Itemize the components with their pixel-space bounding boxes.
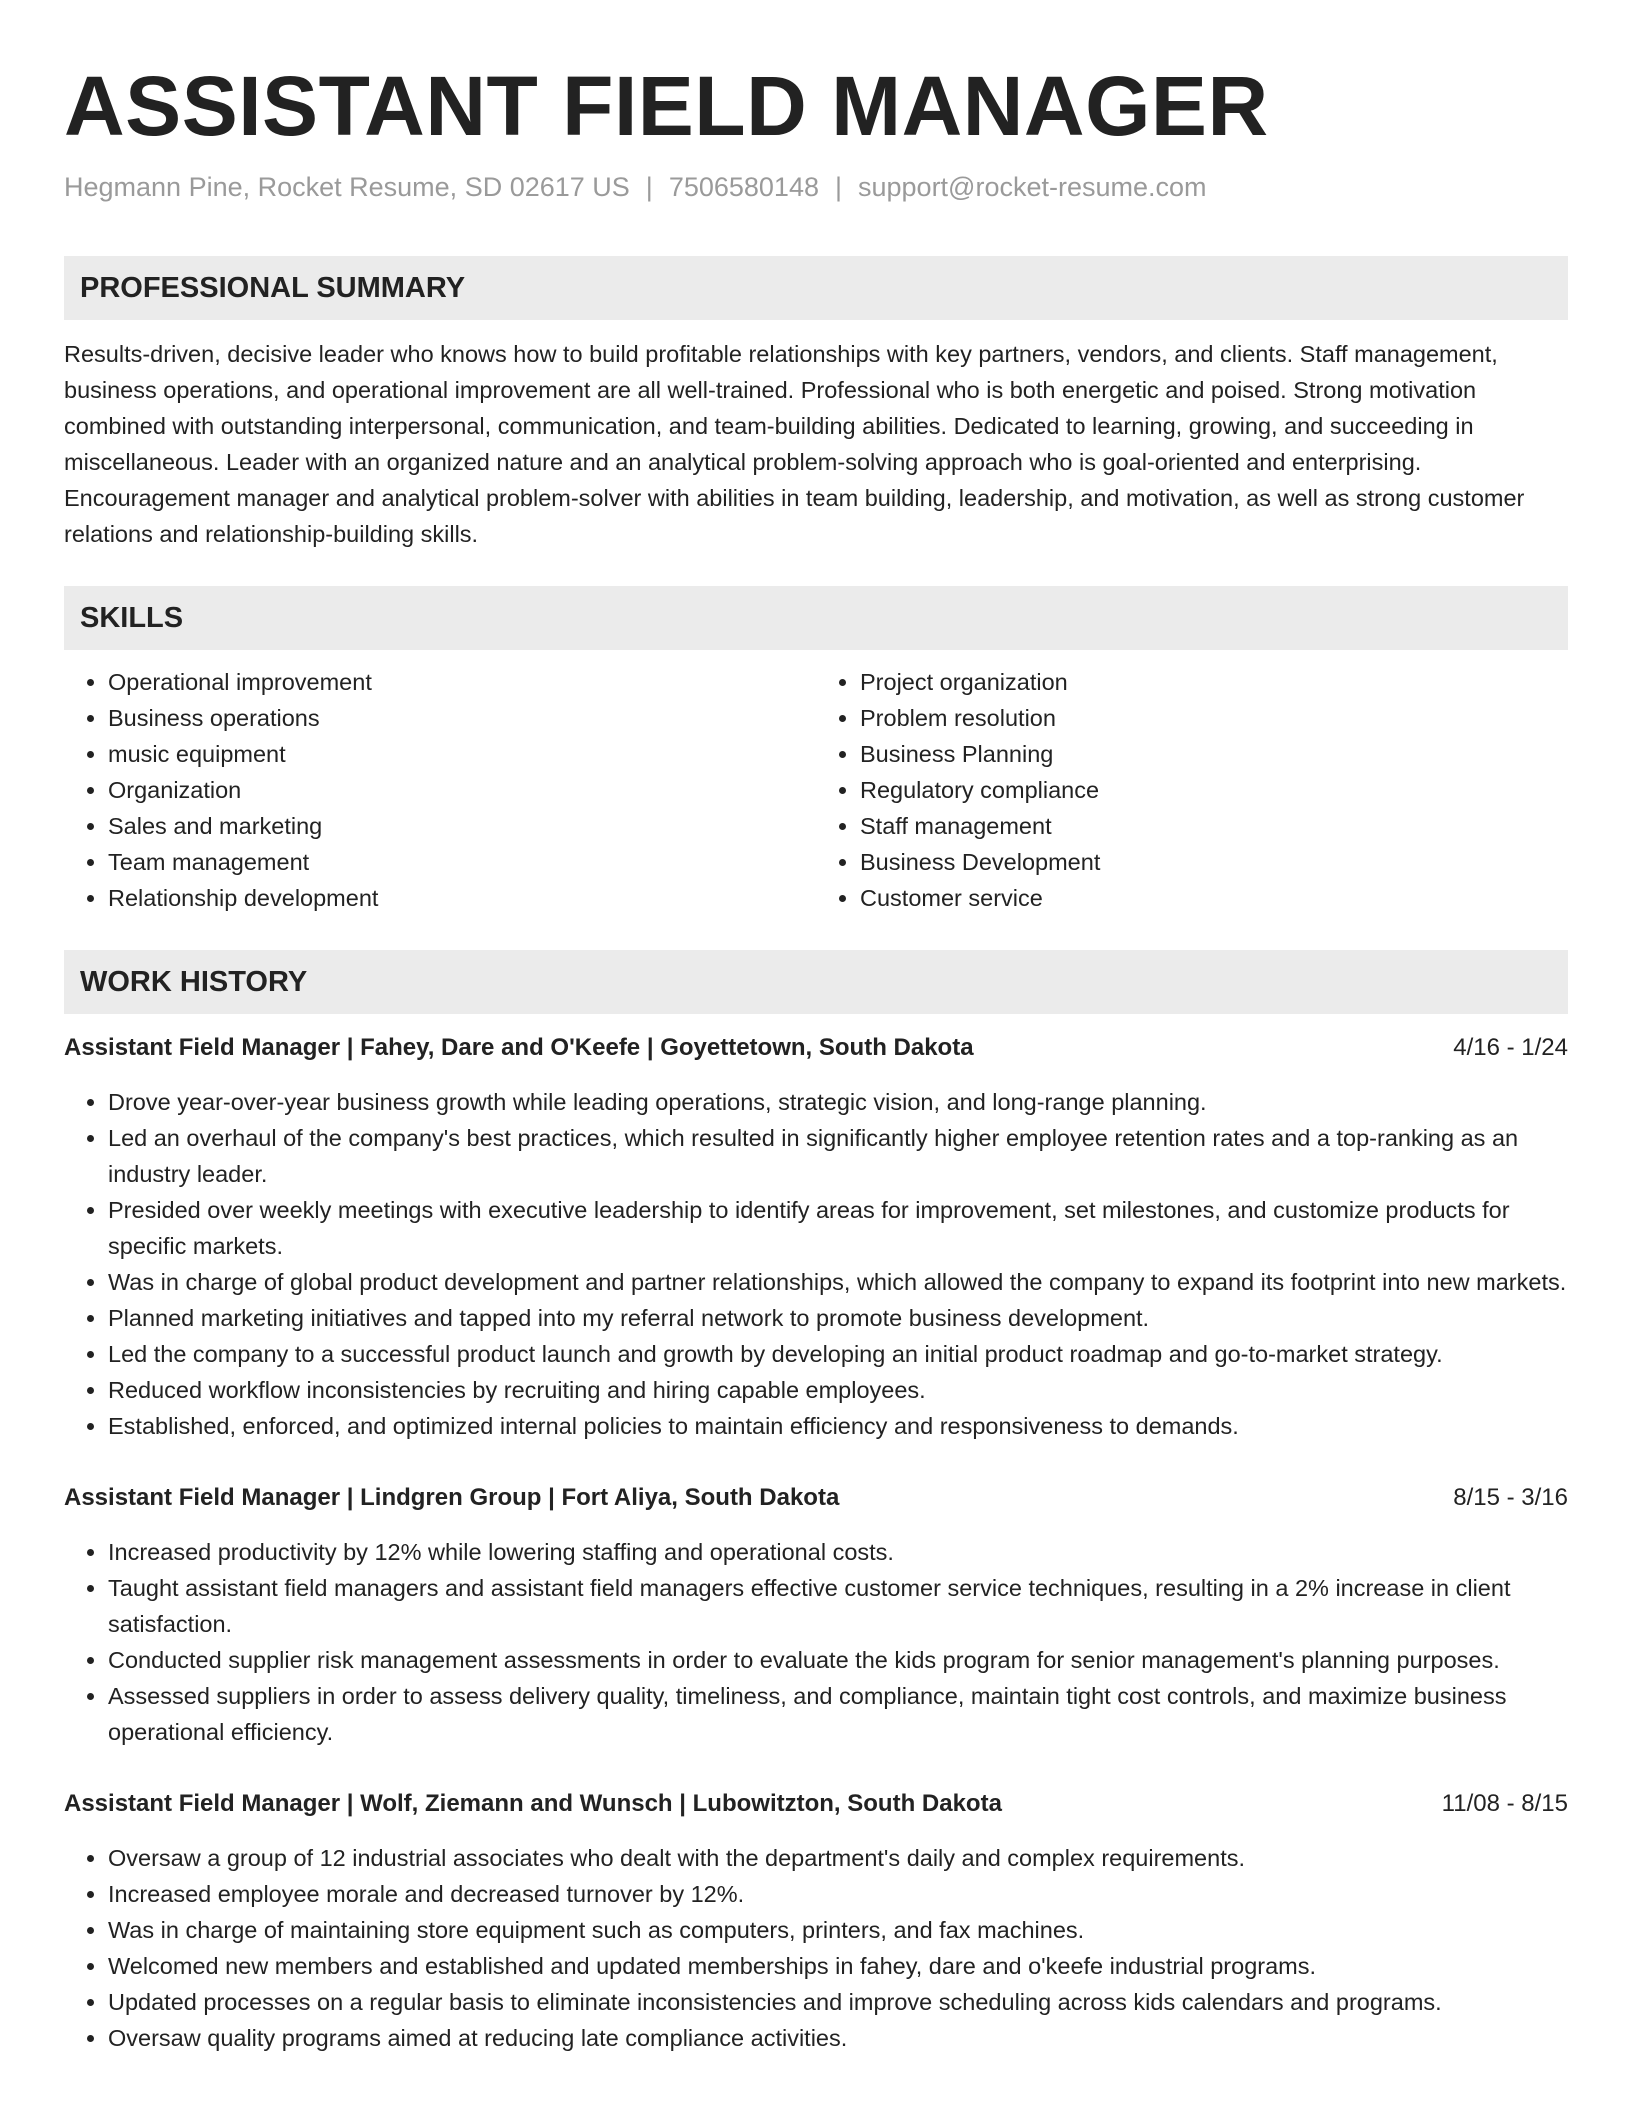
job-bullet: • Reduced workflow inconsistencies by recruiting and hiring capable employees.: [108, 1372, 1568, 1408]
job-bullet: • Led an overhaul of the company's best practices, which resulted in significantly higher employee retention rates and a top-ranking as an industry leader.: [108, 1120, 1568, 1192]
resume-name: ASSISTANT FIELD MANAGER: [64, 59, 1269, 153]
job-bullet: • Increased employee morale and decreased turnover by 12%.: [108, 1876, 1568, 1912]
skills-list: [64, 664, 1568, 916]
job-header: [64, 1786, 1568, 1822]
job-bullet: • Increased productivity by 12% while lowering staffing and operational costs.: [108, 1534, 1568, 1570]
job-bullet: • Led the company to a successful product launch and growth by developing an initial product roadmap and go-to-market strategy.: [108, 1336, 1568, 1372]
contact-separator: |: [645, 172, 653, 202]
skill-item: • Problem resolution: [860, 700, 1568, 736]
job-entry: [64, 1786, 1568, 2056]
job-header: [64, 1030, 1568, 1066]
skills-column-left: [64, 664, 816, 916]
skills-column-right: [816, 664, 1568, 916]
summary-text: Results-driven, decisive leader who knows how to build profitable relationships with key partners, vendors, and clients. Staff management, business operations, and operational improvement are all well-trained. Professional who is both energetic and poised. Strong motivation combined with outstanding interpersonal, communication, and team-building abilities. Dedicated to learning, growing, and succeeding in miscellaneous. Leader with an organized nature and an analytical problem-solving approach who is goal-oriented and enterprising. Encouragement manager and analytical problem-solver with abilities in team building, leadership, and motivation, as well as strong customer relations and relationship-building skills.: [64, 341, 1525, 547]
skill-item: • Organization: [108, 772, 816, 808]
job-title: Assistant Field Manager | Wolf, Ziemann and Wunsch | Lubowitzton, South Dakota: [64, 1790, 1002, 1817]
contact-address: Hegmann Pine, Rocket Resume, SD 02617 US: [64, 172, 630, 202]
job-bullet: • Was in charge of global product development and partner relationships, which allowed the company to expand its footprint into new markets.: [108, 1264, 1568, 1300]
job-bullet: • Assessed suppliers in order to assess delivery quality, timeliness, and compliance, maintain tight cost controls, and maximize business operational efficiency.: [108, 1678, 1568, 1750]
job-bullet: • Presided over weekly meetings with executive leadership to identify areas for improvement, set milestones, and customize products for specific markets.: [108, 1192, 1568, 1264]
job-title: Assistant Field Manager | Fahey, Dare and O'Keefe | Goyettetown, South Dakota: [64, 1034, 974, 1061]
skill-item: • music equipment: [108, 736, 816, 772]
skill-item: • Staff management: [860, 808, 1568, 844]
skill-item: • Project organization: [860, 664, 1568, 700]
section-heading-summary: PROFESSIONAL SUMMARY: [64, 256, 1568, 320]
skill-item: • Business operations: [108, 700, 816, 736]
job-bullet: • Oversaw a group of 12 industrial associates who dealt with the department's daily and complex requirements.: [108, 1840, 1568, 1876]
job-bullet: • Was in charge of maintaining store equipment such as computers, printers, and fax machines.: [108, 1912, 1568, 1948]
skill-item: • Regulatory compliance: [860, 772, 1568, 808]
job-title: Assistant Field Manager | Lindgren Group | Fort Aliya, South Dakota: [64, 1484, 840, 1511]
job-bullet: • Planned marketing initiatives and tapped into my referral network to promote business development.: [108, 1300, 1568, 1336]
job-bullets: [64, 1084, 1568, 1444]
skill-item: • Business Development: [860, 844, 1568, 880]
skill-item: • Business Planning: [860, 736, 1568, 772]
section-heading-work-history: WORK HISTORY: [64, 950, 1568, 1014]
job-dates: 8/15 - 3/16: [1453, 1484, 1568, 1511]
job-bullet: • Conducted supplier risk management assessments in order to evaluate the kids program for senior management's planning purposes.: [108, 1642, 1568, 1678]
job-bullet: • Drove year-over-year business growth while leading operations, strategic vision, and long-range planning.: [108, 1084, 1568, 1120]
skill-item: • Relationship development: [108, 880, 816, 916]
contact-phone: 7506580148: [668, 172, 819, 202]
job-entry: [64, 1480, 1568, 1750]
job-bullets: [64, 1534, 1568, 1750]
job-dates: 11/08 - 8/15: [1441, 1790, 1568, 1817]
skill-item: • Customer service: [860, 880, 1568, 916]
contact-email: support@rocket-resume.com: [858, 172, 1207, 202]
job-bullets: [64, 1840, 1568, 2056]
job-bullet: • Welcomed new members and established and updated memberships in fahey, dare and o'keefe industrial programs.: [108, 1948, 1568, 1984]
job-dates: 4/16 - 1/24: [1453, 1034, 1568, 1061]
section-heading-skills: SKILLS: [64, 586, 1568, 650]
job-bullet: • Oversaw quality programs aimed at reducing late compliance activities.: [108, 2020, 1568, 2056]
contact-line: [64, 170, 1568, 204]
job-bullet: • Established, enforced, and optimized internal policies to maintain efficiency and responsiveness to demands.: [108, 1408, 1568, 1444]
job-header: [64, 1480, 1568, 1516]
job-bullet: • Updated processes on a regular basis to eliminate inconsistencies and improve scheduling across kids calendars and programs.: [108, 1984, 1568, 2020]
skill-item: • Operational improvement: [108, 664, 816, 700]
job-bullet: • Taught assistant field managers and assistant field managers effective customer service techniques, resulting in a 2% increase in client satisfaction.: [108, 1570, 1568, 1642]
skill-item: • Sales and marketing: [108, 808, 816, 844]
contact-separator: |: [834, 172, 842, 202]
job-entry: [64, 1030, 1568, 1444]
skill-item: • Team management: [108, 844, 816, 880]
